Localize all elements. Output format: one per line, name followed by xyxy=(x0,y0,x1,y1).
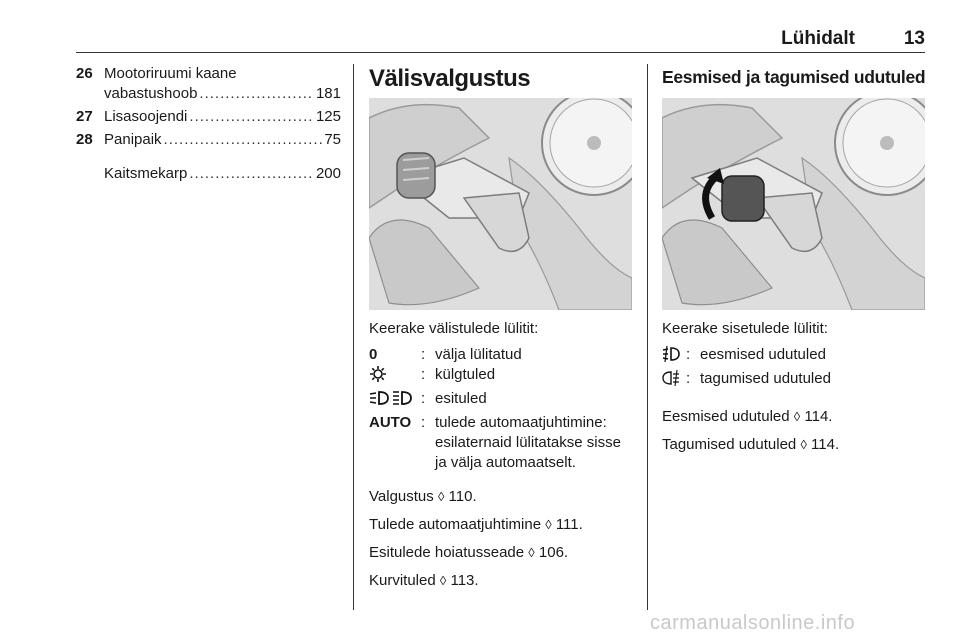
page-title: Lühidalt xyxy=(781,28,855,49)
index-page-link[interactable]: 125 xyxy=(315,108,341,125)
section-heading: Eesmised ja tagumised udutuled xyxy=(662,67,926,87)
index-label: vabastushoob xyxy=(104,85,198,102)
symbol-description: välja lülitatud xyxy=(435,346,522,363)
reference-arrow-icon: ◊ xyxy=(793,409,801,424)
symbol-description: esituled xyxy=(435,390,487,407)
watermark: carmanualsonline.info xyxy=(650,612,856,634)
headlights-icon xyxy=(369,389,421,413)
index-number: 27 xyxy=(76,108,93,125)
leader-dots xyxy=(189,107,314,127)
front-fog-light-icon xyxy=(662,345,686,369)
symbol-row: : esituled xyxy=(369,389,632,413)
leader-dots xyxy=(189,164,314,184)
fog-lights-section xyxy=(662,64,925,463)
reference-link[interactable]: Tagumised udutuled ◊ 114. xyxy=(662,436,840,453)
auto-symbol-icon: AUTO xyxy=(369,414,412,431)
reference-link[interactable]: Valgustus ◊ 110. xyxy=(369,488,477,505)
symbol-row: : tagumised udutuled xyxy=(662,369,925,393)
fog-switch-illustration xyxy=(662,98,925,310)
section-heading: Välisvalgustus xyxy=(369,65,531,92)
rear-fog-light-icon xyxy=(662,369,686,393)
reference-link[interactable]: Kurvituled ◊ 113. xyxy=(369,572,479,589)
reference-list xyxy=(662,407,925,455)
off-symbol-icon: 0 xyxy=(369,346,378,363)
symbol-row: : eesmised udutuled xyxy=(662,345,925,369)
symbol-row: AUTO : tulede automaatjuhtimine: esilaternaid lülitatakse sisse ja välja automaatselt. xyxy=(369,413,632,473)
reference-arrow-icon: ◊ xyxy=(545,517,552,532)
column-divider xyxy=(647,64,648,610)
header-rule xyxy=(76,52,925,53)
reference-link[interactable]: Eesmised udutuled ◊ 114. xyxy=(662,408,833,425)
reference-arrow-icon: ◊ xyxy=(439,573,447,588)
index-item xyxy=(76,107,341,127)
page-number: 13 xyxy=(903,28,925,49)
instruction-text: Keerake sisetulede lülitit: xyxy=(662,320,828,337)
side-lights-icon xyxy=(369,365,421,389)
light-switch-illustration xyxy=(369,98,632,310)
symbol-row: 0 : välja lülitatud xyxy=(369,345,632,365)
fuse-box-item xyxy=(76,164,341,184)
reference-arrow-icon: ◊ xyxy=(528,545,535,560)
index-column xyxy=(76,64,341,184)
index-number: 28 xyxy=(76,131,93,148)
index-label: Panipaik xyxy=(104,131,162,148)
symbol-description: tulede automaatjuhtimine: esilaternaid lülitatakse sisse ja välja automaatselt. xyxy=(435,414,621,471)
reference-arrow-icon: ◊ xyxy=(437,489,445,504)
symbol-description: eesmised udutuled xyxy=(700,346,826,363)
index-item xyxy=(76,130,341,150)
page-header xyxy=(76,26,925,54)
index-label: Mootoriruumi kaane xyxy=(104,65,237,82)
instruction-text: Keerake välistulede lülitit: xyxy=(369,320,539,337)
index-item xyxy=(76,64,341,104)
exterior-lighting-section xyxy=(369,64,632,599)
reference-link[interactable]: Tulede automaatjuhtimine ◊ 111. xyxy=(369,516,583,533)
index-page-link[interactable]: 200 xyxy=(315,165,341,182)
symbol-table xyxy=(662,345,925,393)
index-page-link[interactable]: 181 xyxy=(315,85,341,102)
leader-dots xyxy=(164,130,323,150)
symbol-description: tagumised udutuled xyxy=(700,370,831,387)
reference-link[interactable]: Esitulede hoiatusseade ◊ 106. xyxy=(369,544,569,561)
reference-list xyxy=(369,487,632,591)
index-label: Kaitsmekarp xyxy=(104,165,188,182)
index-page-link[interactable]: 75 xyxy=(324,131,341,148)
symbol-table xyxy=(369,345,632,473)
index-label: Lisasoojendi xyxy=(104,108,188,125)
column-divider xyxy=(353,64,354,610)
index-number: 26 xyxy=(76,65,93,82)
symbol-description: külgtuled xyxy=(435,366,496,383)
symbol-row: : külgtuled xyxy=(369,365,632,389)
reference-arrow-icon: ◊ xyxy=(800,437,807,452)
leader-dots xyxy=(199,84,314,104)
